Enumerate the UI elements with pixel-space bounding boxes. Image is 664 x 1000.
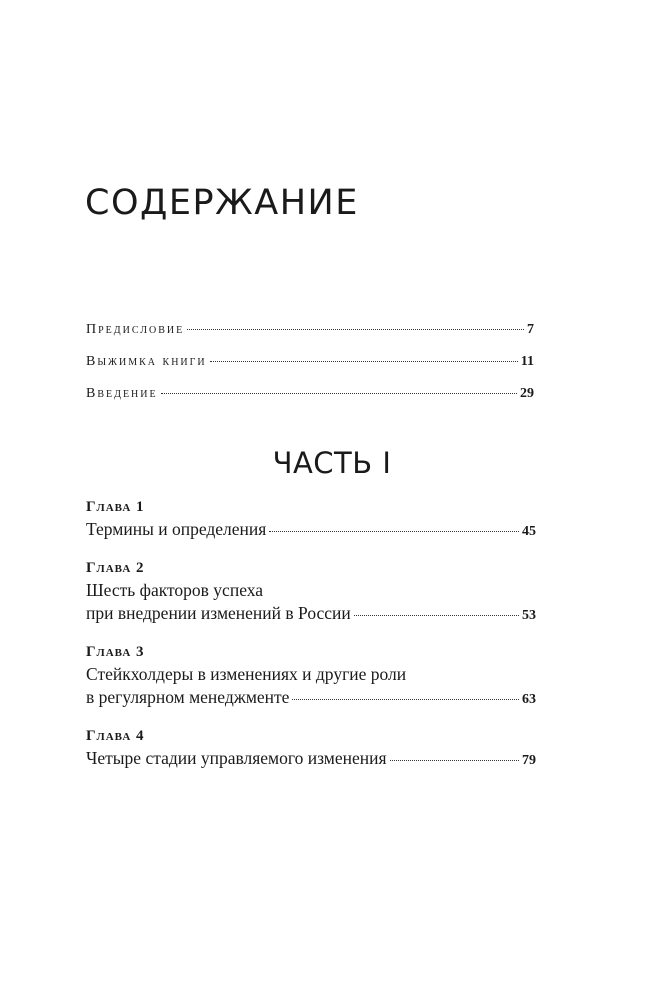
toc-entry-label: Предисловие: [86, 322, 185, 337]
chapter-entry[interactable]: [86, 496, 536, 543]
part-heading: ЧАСТЬ I: [272, 446, 392, 480]
chapter-label: Глава 3: [86, 644, 145, 660]
toc-entry-label: Выжимка книги: [86, 354, 207, 369]
front-matter-list: [86, 322, 534, 418]
dot-leader: [292, 699, 519, 700]
toc-entry-label: Введение: [86, 386, 158, 401]
toc-entry[interactable]: [86, 322, 534, 354]
dot-leader: [269, 531, 519, 532]
chapter-entry[interactable]: [86, 725, 536, 772]
dot-leader: [187, 329, 524, 330]
toc-page-number: 45: [522, 524, 536, 539]
dot-leader: [354, 615, 519, 616]
dot-leader: [390, 760, 519, 761]
toc-page-number: 79: [522, 753, 536, 768]
chapter-title: при внедрении изменений в России: [86, 603, 351, 623]
chapter-title-line: [86, 663, 536, 686]
chapter-label: Глава 2: [86, 560, 145, 576]
chapter-list: [86, 496, 536, 786]
chapter-entry[interactable]: [86, 641, 536, 711]
dot-leader: [161, 393, 517, 394]
chapter-title-line: [86, 686, 536, 711]
chapter-entry[interactable]: [86, 557, 536, 627]
toc-page-number: 11: [520, 354, 534, 369]
chapter-title-line: [86, 747, 536, 772]
page-title: СОДЕРЖАНИЕ: [85, 183, 359, 223]
chapter-title: Четыре стадии управляемого изменения: [86, 748, 387, 768]
chapter-title: Термины и определения: [86, 519, 267, 539]
toc-page-number: 53: [522, 608, 536, 623]
toc-page-number: 29: [520, 386, 534, 401]
chapter-title: Шесть факторов успеха: [86, 580, 264, 600]
toc-page-number: 7: [527, 322, 534, 337]
chapter-title: Стейкхолдеры в изменениях и другие роли: [86, 664, 407, 684]
toc-entry[interactable]: [86, 386, 534, 418]
toc-page-number: 63: [522, 692, 536, 707]
chapter-label: Глава 4: [86, 728, 145, 744]
chapter-title-line: [86, 579, 536, 602]
chapter-title: в регулярном менеджменте: [86, 687, 290, 707]
dot-leader: [210, 361, 518, 362]
chapter-label: Глава 1: [86, 499, 145, 515]
chapter-title-line: [86, 602, 536, 627]
toc-entry[interactable]: [86, 354, 534, 386]
chapter-title-line: [86, 518, 536, 543]
